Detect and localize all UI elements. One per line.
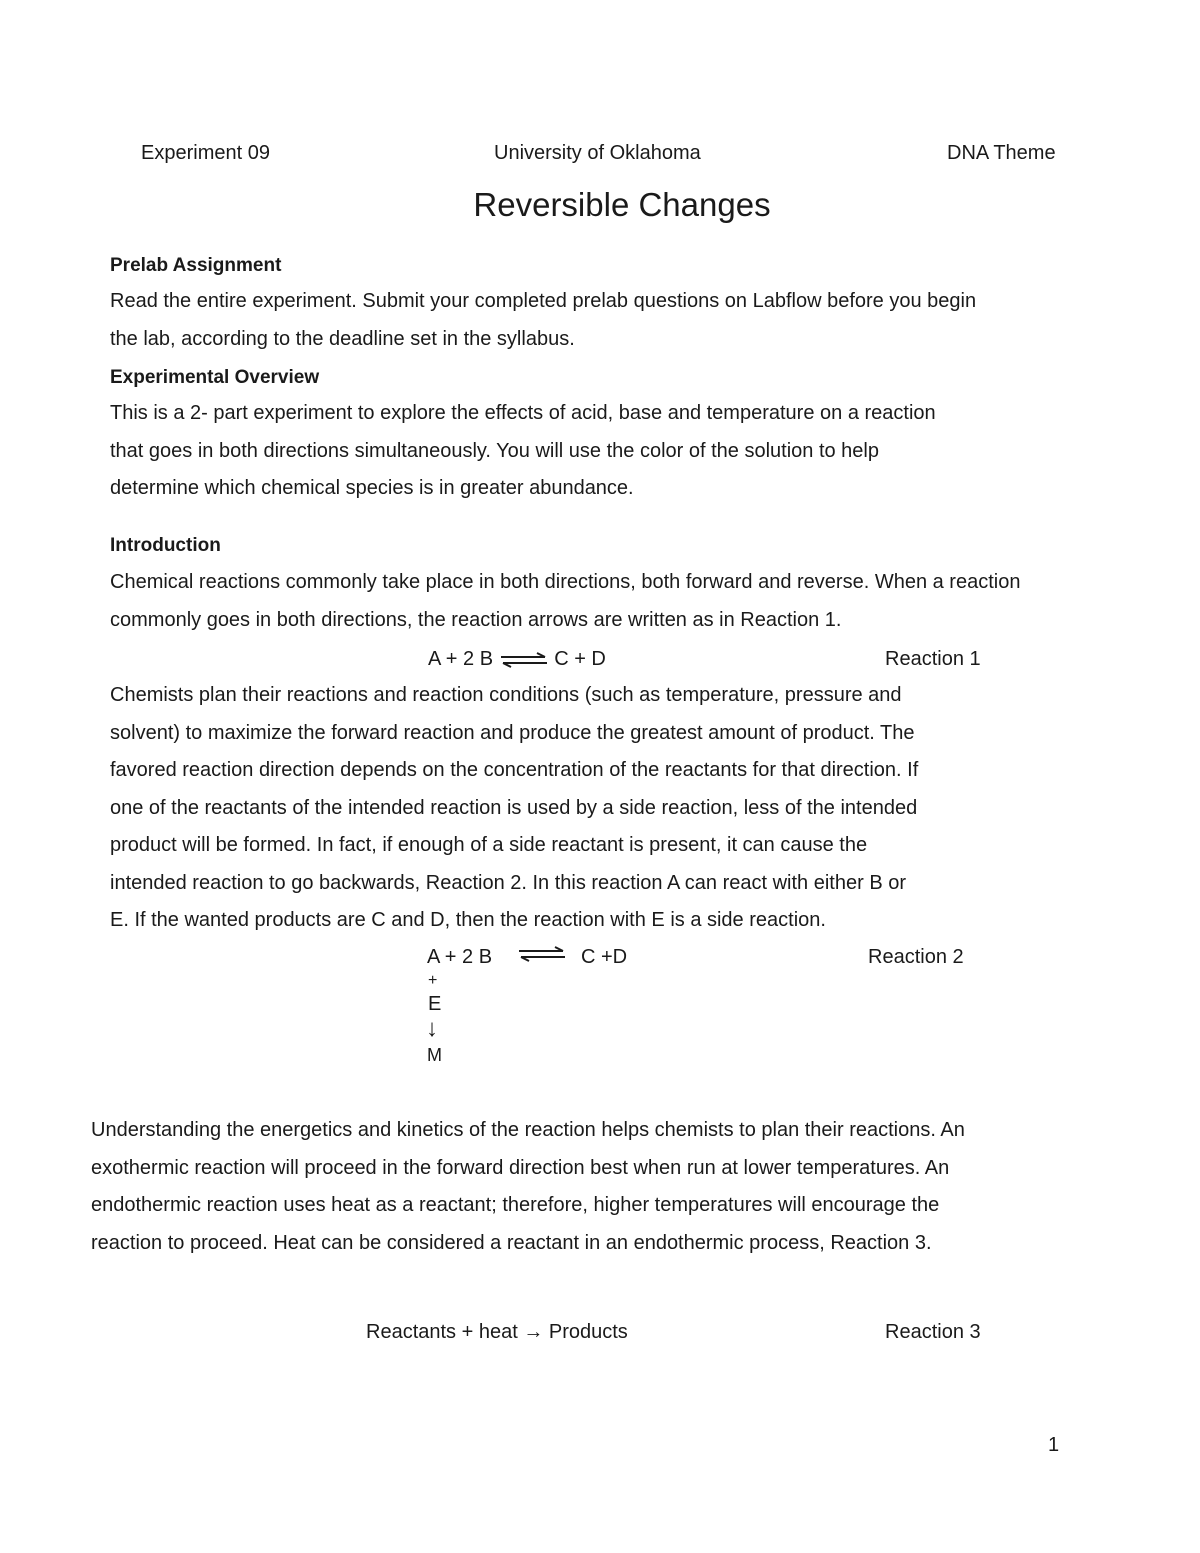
- reaction3-equation: Reactants + heat → Products: [366, 1321, 628, 1343]
- reaction1-label: Reaction 1: [885, 648, 981, 670]
- introduction-line: Understanding the energetics and kinetics of the reaction helps chemists to plan their reactions. An: [91, 1119, 965, 1141]
- reaction1-products: C + D: [554, 648, 606, 670]
- introduction-line: exothermic reaction will proceed in the forward direction best when run at lower temperatures. An: [91, 1156, 950, 1179]
- equilibrium-arrow-icon: [517, 946, 567, 962]
- reaction2-reactants: A + 2 B: [427, 946, 493, 968]
- prelab-line: Read the entire experiment. Submit your completed prelab questions on Labflow before you begin: [110, 290, 977, 312]
- down-arrow-icon: ↓: [426, 1015, 438, 1042]
- reaction1-equation: [428, 648, 606, 671]
- introduction-text-c: [91, 1112, 965, 1262]
- introduction-line: commonly goes in both directions, the reaction arrows are written as in Reaction 1.: [110, 608, 842, 631]
- overview-line: that goes in both directions simultaneously. You will use the color of the solution to help: [110, 439, 879, 462]
- introduction-line: E. If the wanted products are C and D, then the reaction with E is a side reaction.: [110, 909, 826, 931]
- reaction2-side-product: M: [427, 1045, 442, 1065]
- introduction-line: solvent) to maximize the forward reaction and produce the greatest amount of product. The: [110, 721, 915, 744]
- header-experiment: Experiment 09: [141, 142, 270, 164]
- introduction-line: intended reaction to go backwards, Reaction 2. In this reaction A can react with either B or: [110, 871, 907, 894]
- reaction3-label: Reaction 3: [885, 1321, 981, 1343]
- equilibrium-arrow-icon: [499, 652, 549, 668]
- introduction-line: Chemists plan their reactions and reaction conditions (such as temperature, pressure and: [110, 684, 902, 706]
- overview-heading: Experimental Overview: [110, 367, 320, 388]
- prelab-line: the lab, according to the deadline set in the syllabus.: [110, 327, 575, 350]
- introduction-text-b: [110, 677, 918, 940]
- introduction-text-a: [110, 564, 1020, 639]
- introduction-line: reaction to proceed. Heat can be considered a reactant in an endothermic process, Reaction 3.: [91, 1231, 932, 1254]
- page-number: 1: [1048, 1434, 1060, 1456]
- reaction2-plus: +: [428, 972, 438, 989]
- overview-line: determine which chemical species is in greater abundance.: [110, 477, 634, 499]
- introduction-line: Chemical reactions commonly take place in both directions, both forward and reverse. When a reaction: [110, 571, 1021, 593]
- introduction-line: one of the reactants of the intended reaction is used by a side reaction, less of the intended: [110, 796, 918, 819]
- introduction-line: product will be formed. In fact, if enough of a side reactant is present, it can cause the: [110, 834, 868, 856]
- header-theme: DNA Theme: [947, 142, 1056, 164]
- introduction-heading: Introduction: [110, 535, 221, 556]
- reaction1-reactants: A + 2 B: [428, 648, 494, 670]
- introduction-line: endothermic reaction uses heat as a reactant; therefore, higher temperatures will encourage the: [91, 1194, 940, 1216]
- reaction2-products: C +D: [581, 946, 628, 968]
- reaction2-side-reactant: E: [428, 993, 442, 1015]
- reaction2-label: Reaction 2: [868, 946, 964, 968]
- overview-text: [110, 395, 936, 508]
- introduction-line: favored reaction direction depends on the concentration of the reactants for that direction. If: [110, 759, 919, 781]
- prelab-heading: Prelab Assignment: [110, 255, 282, 276]
- header-university: University of Oklahoma: [494, 142, 701, 164]
- page-title: Reversible Changes: [473, 186, 771, 223]
- prelab-text: [110, 283, 976, 358]
- overview-line: This is a 2- part experiment to explore the effects of acid, base and temperature on a reaction: [110, 402, 936, 424]
